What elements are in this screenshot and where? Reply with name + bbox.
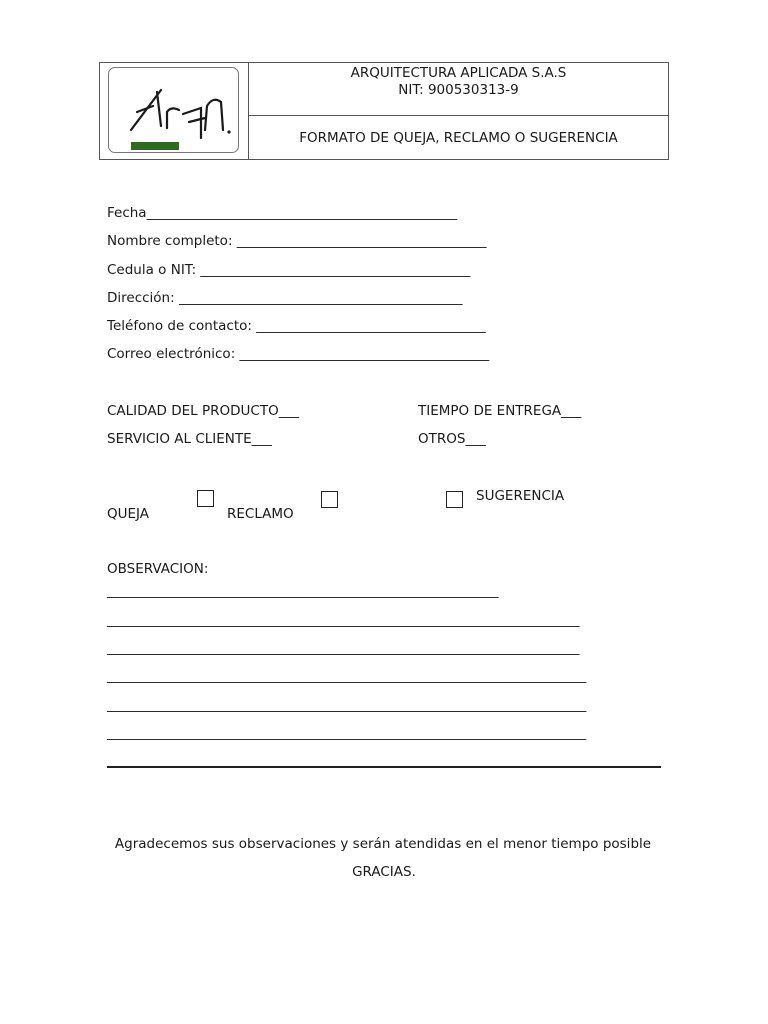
reclamo-checkbox[interactable] [321,491,338,508]
observacion-line[interactable]: _______________________________________________________________________ [107,668,587,684]
field-telefono[interactable]: Teléfono de contacto: __________________________________ [107,318,486,334]
logo-cell [100,63,249,159]
header-divider [249,115,668,116]
sugerencia-checkbox[interactable] [446,491,463,508]
type-sugerencia-label: SUGERENCIA [476,488,565,504]
observacion-line[interactable]: ______________________________________________________________________ [107,612,580,628]
header-table [99,62,669,160]
company-logo [108,67,239,153]
type-queja-label: QUEJA [107,506,150,522]
type-reclamo-label: RECLAMO [227,506,294,522]
observacion-line[interactable]: _______________________________________________________________________ [107,725,587,741]
field-fecha[interactable]: Fecha______________________________________________ [107,205,458,221]
field-direccion[interactable]: Dirección: __________________________________________ [107,290,463,306]
observacion-line[interactable]: __________________________________________________________ [107,583,499,599]
category-tiempo[interactable]: TIEMPO DE ENTREGA___ [418,403,582,419]
logo-mark-icon [109,68,238,152]
category-servicio[interactable]: SERVICIO AL CLIENTE___ [107,431,272,447]
observacion-line[interactable]: ______________________________________________________________________ [107,640,580,656]
field-nombre[interactable]: Nombre completo: _____________________________________ [107,233,487,249]
observacion-line[interactable]: _______________________________________________________________________ [107,697,587,713]
category-calidad[interactable]: CALIDAD DEL PRODUCTO___ [107,403,299,419]
category-otros[interactable]: OTROS___ [418,431,486,447]
company-name: ARQUITECTURA APLICADA S.A.S [350,65,567,81]
queja-checkbox[interactable] [197,490,214,507]
gracias-text: GRACIAS. [352,864,416,880]
company-nit: NIT: 900530313-9 [398,82,519,98]
form-title: FORMATO DE QUEJA, RECLAMO O SUGERENCIA [299,130,618,146]
observacion-label: OBSERVACION: [107,561,209,577]
thanks-text: Agradecemos sus observaciones y serán atendidas en el menor tiempo posible [114,836,652,852]
observacion-bottom-rule [107,766,661,768]
field-cedula[interactable]: Cedula o NIT: ________________________________________ [107,262,471,278]
field-correo[interactable]: Correo electrónico: _____________________________________ [107,346,490,362]
